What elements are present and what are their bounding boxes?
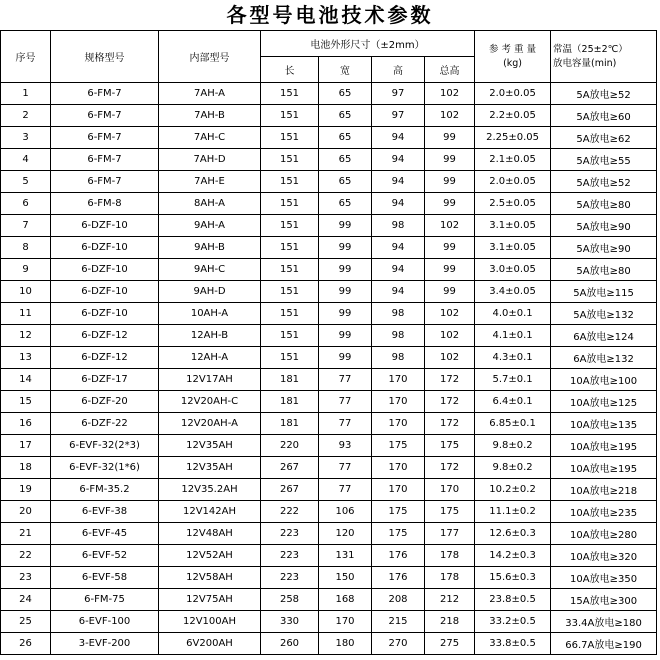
cell-capacity: 10A放电≥195: [551, 435, 657, 457]
cell-height: 94: [372, 171, 425, 193]
cell-internal-model: 7AH-D: [159, 149, 261, 171]
cell-length: 222: [261, 501, 319, 523]
cell-weight: 2.0±0.05: [475, 83, 551, 105]
cell-total-height: 102: [425, 105, 475, 127]
cell-width: 65: [319, 149, 372, 171]
cell-length: 151: [261, 83, 319, 105]
cell-height: 175: [372, 523, 425, 545]
cell-model: 6-FM-7: [51, 149, 159, 171]
table-row: [1, 545, 657, 567]
cell-index: 1: [1, 83, 51, 105]
cell-height: 175: [372, 501, 425, 523]
cell-internal-model: 7AH-B: [159, 105, 261, 127]
cell-total-height: 178: [425, 567, 475, 589]
header-capacity-line2: 放电容量(min): [553, 57, 617, 69]
cell-length: 223: [261, 523, 319, 545]
cell-weight: 3.1±0.05: [475, 215, 551, 237]
cell-model: 6-EVF-45: [51, 523, 159, 545]
cell-capacity: 5A放电≥115: [551, 281, 657, 303]
cell-width: 65: [319, 171, 372, 193]
cell-model: 6-EVF-38: [51, 501, 159, 523]
cell-total-height: 177: [425, 523, 475, 545]
cell-width: 77: [319, 479, 372, 501]
page-title: 各型号电池技术参数: [226, 3, 434, 27]
cell-capacity: 10A放电≥350: [551, 567, 657, 589]
cell-index: 15: [1, 391, 51, 413]
cell-height: 176: [372, 545, 425, 567]
cell-internal-model: 9AH-B: [159, 237, 261, 259]
cell-internal-model: 12V100AH: [159, 611, 261, 633]
cell-width: 65: [319, 193, 372, 215]
cell-capacity: 6A放电≥132: [551, 347, 657, 369]
cell-length: 151: [261, 259, 319, 281]
cell-weight: 33.2±0.5: [475, 611, 551, 633]
cell-height: 215: [372, 611, 425, 633]
cell-capacity: 10A放电≥125: [551, 391, 657, 413]
table-row: [1, 567, 657, 589]
cell-capacity: 10A放电≥135: [551, 413, 657, 435]
header-total-height: 总高: [425, 57, 475, 83]
table-row: [1, 281, 657, 303]
cell-internal-model: 12AH-B: [159, 325, 261, 347]
cell-width: 99: [319, 281, 372, 303]
table-row: [1, 633, 657, 655]
cell-height: 170: [372, 369, 425, 391]
cell-internal-model: 10AH-A: [159, 303, 261, 325]
cell-index: 7: [1, 215, 51, 237]
cell-total-height: 175: [425, 501, 475, 523]
cell-width: 131: [319, 545, 372, 567]
cell-model: 6-FM-7: [51, 105, 159, 127]
cell-length: 151: [261, 105, 319, 127]
cell-index: 22: [1, 545, 51, 567]
cell-capacity: 5A放电≥60: [551, 105, 657, 127]
cell-model: 6-EVF-32(2*3): [51, 435, 159, 457]
cell-total-height: 212: [425, 589, 475, 611]
cell-model: 6-FM-35.2: [51, 479, 159, 501]
cell-capacity: 5A放电≥132: [551, 303, 657, 325]
table-row: [1, 105, 657, 127]
cell-capacity: 15A放电≥300: [551, 589, 657, 611]
cell-height: 98: [372, 325, 425, 347]
cell-height: 176: [372, 567, 425, 589]
table-row: [1, 435, 657, 457]
cell-width: 99: [319, 325, 372, 347]
cell-width: 99: [319, 259, 372, 281]
cell-internal-model: 12V17AH: [159, 369, 261, 391]
cell-width: 65: [319, 105, 372, 127]
cell-total-height: 99: [425, 193, 475, 215]
cell-capacity: 10A放电≥320: [551, 545, 657, 567]
cell-weight: 9.8±0.2: [475, 435, 551, 457]
cell-internal-model: 12V52AH: [159, 545, 261, 567]
cell-index: 26: [1, 633, 51, 655]
cell-capacity: 66.7A放电≥190: [551, 633, 657, 655]
cell-length: 181: [261, 413, 319, 435]
cell-model: 6-DZF-10: [51, 237, 159, 259]
cell-model: 6-FM-75: [51, 589, 159, 611]
cell-length: 151: [261, 237, 319, 259]
table-row: [1, 347, 657, 369]
battery-spec-table: [0, 30, 657, 655]
cell-width: 77: [319, 369, 372, 391]
cell-weight: 33.8±0.5: [475, 633, 551, 655]
table-row: [1, 457, 657, 479]
cell-length: 267: [261, 457, 319, 479]
cell-index: 3: [1, 127, 51, 149]
table-row: [1, 237, 657, 259]
cell-capacity: 10A放电≥100: [551, 369, 657, 391]
cell-index: 4: [1, 149, 51, 171]
header-length: 长: [261, 57, 319, 83]
cell-index: 8: [1, 237, 51, 259]
header-model: 规格型号: [51, 31, 159, 83]
header-dimensions-group: 电池外形尺寸（±2mm）: [261, 31, 475, 57]
cell-capacity: 5A放电≥52: [551, 83, 657, 105]
header-height: 高: [372, 57, 425, 83]
cell-length: 181: [261, 369, 319, 391]
cell-model: 6-FM-7: [51, 83, 159, 105]
cell-length: 151: [261, 215, 319, 237]
cell-weight: 9.8±0.2: [475, 457, 551, 479]
cell-total-height: 102: [425, 347, 475, 369]
cell-total-height: 99: [425, 281, 475, 303]
cell-capacity: 10A放电≥195: [551, 457, 657, 479]
cell-total-height: 102: [425, 303, 475, 325]
header-weight-line2: (kg): [503, 57, 523, 69]
cell-weight: 2.5±0.05: [475, 193, 551, 215]
cell-width: 77: [319, 391, 372, 413]
cell-width: 65: [319, 127, 372, 149]
cell-index: 25: [1, 611, 51, 633]
table-row: [1, 215, 657, 237]
cell-weight: 15.6±0.3: [475, 567, 551, 589]
cell-internal-model: 6V200AH: [159, 633, 261, 655]
cell-capacity: 10A放电≥280: [551, 523, 657, 545]
cell-internal-model: 9AH-C: [159, 259, 261, 281]
cell-width: 150: [319, 567, 372, 589]
cell-height: 98: [372, 215, 425, 237]
table-body: [1, 83, 657, 655]
cell-total-height: 99: [425, 127, 475, 149]
cell-weight: 4.0±0.1: [475, 303, 551, 325]
header-internal-model: 内部型号: [159, 31, 261, 83]
cell-width: 77: [319, 457, 372, 479]
table-row: [1, 611, 657, 633]
cell-height: 98: [372, 347, 425, 369]
cell-length: 220: [261, 435, 319, 457]
cell-internal-model: 9AH-A: [159, 215, 261, 237]
cell-internal-model: 7AH-A: [159, 83, 261, 105]
cell-model: 6-EVF-58: [51, 567, 159, 589]
cell-height: 94: [372, 281, 425, 303]
cell-total-height: 102: [425, 325, 475, 347]
cell-height: 208: [372, 589, 425, 611]
cell-height: 270: [372, 633, 425, 655]
table-row: [1, 391, 657, 413]
header-capacity-line1: 常温（25±2℃）: [553, 43, 628, 55]
cell-index: 12: [1, 325, 51, 347]
table-row: [1, 523, 657, 545]
cell-weight: 12.6±0.3: [475, 523, 551, 545]
table-row: [1, 501, 657, 523]
cell-weight: 11.1±0.2: [475, 501, 551, 523]
cell-weight: 14.2±0.3: [475, 545, 551, 567]
cell-width: 170: [319, 611, 372, 633]
cell-internal-model: 9AH-D: [159, 281, 261, 303]
header-width: 宽: [319, 57, 372, 83]
cell-length: 258: [261, 589, 319, 611]
cell-model: 6-EVF-32(1*6): [51, 457, 159, 479]
cell-weight: 2.0±0.05: [475, 171, 551, 193]
cell-weight: 4.1±0.1: [475, 325, 551, 347]
header-weight-line1: 参 考 重 量: [489, 43, 537, 55]
cell-total-height: 172: [425, 413, 475, 435]
cell-model: 6-EVF-100: [51, 611, 159, 633]
cell-capacity: 5A放电≥55: [551, 149, 657, 171]
cell-width: 168: [319, 589, 372, 611]
cell-length: 151: [261, 193, 319, 215]
cell-capacity: 6A放电≥124: [551, 325, 657, 347]
cell-model: 6-DZF-17: [51, 369, 159, 391]
cell-weight: 6.85±0.1: [475, 413, 551, 435]
table-row: [1, 259, 657, 281]
cell-height: 97: [372, 83, 425, 105]
cell-capacity: 5A放电≥52: [551, 171, 657, 193]
cell-capacity: 10A放电≥218: [551, 479, 657, 501]
cell-height: 94: [372, 237, 425, 259]
cell-height: 170: [372, 457, 425, 479]
cell-height: 175: [372, 435, 425, 457]
table-row: [1, 589, 657, 611]
cell-height: 97: [372, 105, 425, 127]
cell-weight: 10.2±0.2: [475, 479, 551, 501]
table-row: [1, 479, 657, 501]
table-row: [1, 193, 657, 215]
cell-capacity: 5A放电≥62: [551, 127, 657, 149]
cell-index: 6: [1, 193, 51, 215]
cell-model: 6-DZF-10: [51, 303, 159, 325]
cell-internal-model: 7AH-E: [159, 171, 261, 193]
cell-length: 181: [261, 391, 319, 413]
cell-total-height: 102: [425, 83, 475, 105]
cell-width: 99: [319, 215, 372, 237]
cell-width: 106: [319, 501, 372, 523]
cell-model: 6-EVF-52: [51, 545, 159, 567]
cell-model: 6-FM-7: [51, 127, 159, 149]
cell-width: 99: [319, 237, 372, 259]
cell-internal-model: 12V20AH-A: [159, 413, 261, 435]
cell-internal-model: 12AH-A: [159, 347, 261, 369]
cell-capacity: 5A放电≥80: [551, 259, 657, 281]
cell-length: 330: [261, 611, 319, 633]
cell-width: 77: [319, 413, 372, 435]
cell-index: 21: [1, 523, 51, 545]
cell-weight: 3.1±0.05: [475, 237, 551, 259]
cell-width: 99: [319, 303, 372, 325]
table-row: [1, 303, 657, 325]
cell-internal-model: 12V35.2AH: [159, 479, 261, 501]
cell-length: 151: [261, 127, 319, 149]
cell-total-height: 170: [425, 479, 475, 501]
cell-internal-model: 12V75AH: [159, 589, 261, 611]
cell-total-height: 99: [425, 171, 475, 193]
cell-index: 13: [1, 347, 51, 369]
cell-index: 23: [1, 567, 51, 589]
cell-capacity: 10A放电≥235: [551, 501, 657, 523]
cell-weight: 23.8±0.5: [475, 589, 551, 611]
cell-weight: 5.7±0.1: [475, 369, 551, 391]
cell-total-height: 175: [425, 435, 475, 457]
cell-width: 180: [319, 633, 372, 655]
cell-length: 151: [261, 303, 319, 325]
cell-height: 170: [372, 413, 425, 435]
cell-model: 6-DZF-10: [51, 281, 159, 303]
cell-length: 223: [261, 545, 319, 567]
table-row: [1, 83, 657, 105]
cell-index: 24: [1, 589, 51, 611]
cell-width: 93: [319, 435, 372, 457]
cell-height: 94: [372, 127, 425, 149]
table-row: [1, 325, 657, 347]
cell-weight: 2.1±0.05: [475, 149, 551, 171]
cell-model: 6-DZF-10: [51, 215, 159, 237]
cell-model: 6-DZF-12: [51, 325, 159, 347]
cell-width: 65: [319, 83, 372, 105]
cell-index: 10: [1, 281, 51, 303]
table-row: [1, 149, 657, 171]
table-row: [1, 171, 657, 193]
cell-index: 14: [1, 369, 51, 391]
header-weight: [475, 31, 551, 83]
cell-model: 6-FM-8: [51, 193, 159, 215]
table-row: [1, 369, 657, 391]
cell-model: 6-FM-7: [51, 171, 159, 193]
cell-index: 5: [1, 171, 51, 193]
table-row: [1, 127, 657, 149]
cell-weight: 2.2±0.05: [475, 105, 551, 127]
cell-width: 120: [319, 523, 372, 545]
cell-index: 17: [1, 435, 51, 457]
header-index: 序号: [1, 31, 51, 83]
cell-total-height: 275: [425, 633, 475, 655]
cell-index: 20: [1, 501, 51, 523]
cell-internal-model: 12V35AH: [159, 457, 261, 479]
cell-index: 9: [1, 259, 51, 281]
cell-internal-model: 12V48AH: [159, 523, 261, 545]
cell-height: 98: [372, 303, 425, 325]
cell-model: 6-DZF-12: [51, 347, 159, 369]
cell-weight: 2.25±0.05: [475, 127, 551, 149]
cell-height: 94: [372, 149, 425, 171]
table-row: [1, 413, 657, 435]
cell-length: 151: [261, 281, 319, 303]
cell-total-height: 99: [425, 149, 475, 171]
cell-height: 94: [372, 193, 425, 215]
cell-weight: 6.4±0.1: [475, 391, 551, 413]
cell-length: 151: [261, 171, 319, 193]
cell-total-height: 172: [425, 457, 475, 479]
cell-model: 6-DZF-22: [51, 413, 159, 435]
cell-height: 170: [372, 479, 425, 501]
cell-total-height: 102: [425, 215, 475, 237]
cell-weight: 3.0±0.05: [475, 259, 551, 281]
cell-index: 2: [1, 105, 51, 127]
cell-internal-model: 12V20AH-C: [159, 391, 261, 413]
cell-weight: 3.4±0.05: [475, 281, 551, 303]
cell-total-height: 178: [425, 545, 475, 567]
cell-index: 11: [1, 303, 51, 325]
cell-internal-model: 12V142AH: [159, 501, 261, 523]
cell-length: 151: [261, 149, 319, 171]
cell-total-height: 172: [425, 369, 475, 391]
cell-total-height: 99: [425, 259, 475, 281]
cell-model: 3-EVF-200: [51, 633, 159, 655]
cell-capacity: 5A放电≥90: [551, 237, 657, 259]
cell-width: 99: [319, 347, 372, 369]
cell-weight: 4.3±0.1: [475, 347, 551, 369]
cell-internal-model: 12V58AH: [159, 567, 261, 589]
cell-height: 94: [372, 259, 425, 281]
cell-internal-model: 8AH-A: [159, 193, 261, 215]
cell-length: 267: [261, 479, 319, 501]
cell-length: 151: [261, 325, 319, 347]
cell-total-height: 99: [425, 237, 475, 259]
cell-length: 260: [261, 633, 319, 655]
cell-internal-model: 7AH-C: [159, 127, 261, 149]
cell-index: 16: [1, 413, 51, 435]
cell-capacity: 5A放电≥90: [551, 215, 657, 237]
cell-model: 6-DZF-10: [51, 259, 159, 281]
cell-index: 18: [1, 457, 51, 479]
cell-total-height: 218: [425, 611, 475, 633]
cell-capacity: 33.4A放电≥180: [551, 611, 657, 633]
cell-model: 6-DZF-20: [51, 391, 159, 413]
cell-length: 151: [261, 347, 319, 369]
cell-total-height: 172: [425, 391, 475, 413]
cell-length: 223: [261, 567, 319, 589]
cell-capacity: 5A放电≥80: [551, 193, 657, 215]
header-capacity: [551, 31, 657, 83]
cell-index: 19: [1, 479, 51, 501]
cell-internal-model: 12V35AH: [159, 435, 261, 457]
cell-height: 170: [372, 391, 425, 413]
